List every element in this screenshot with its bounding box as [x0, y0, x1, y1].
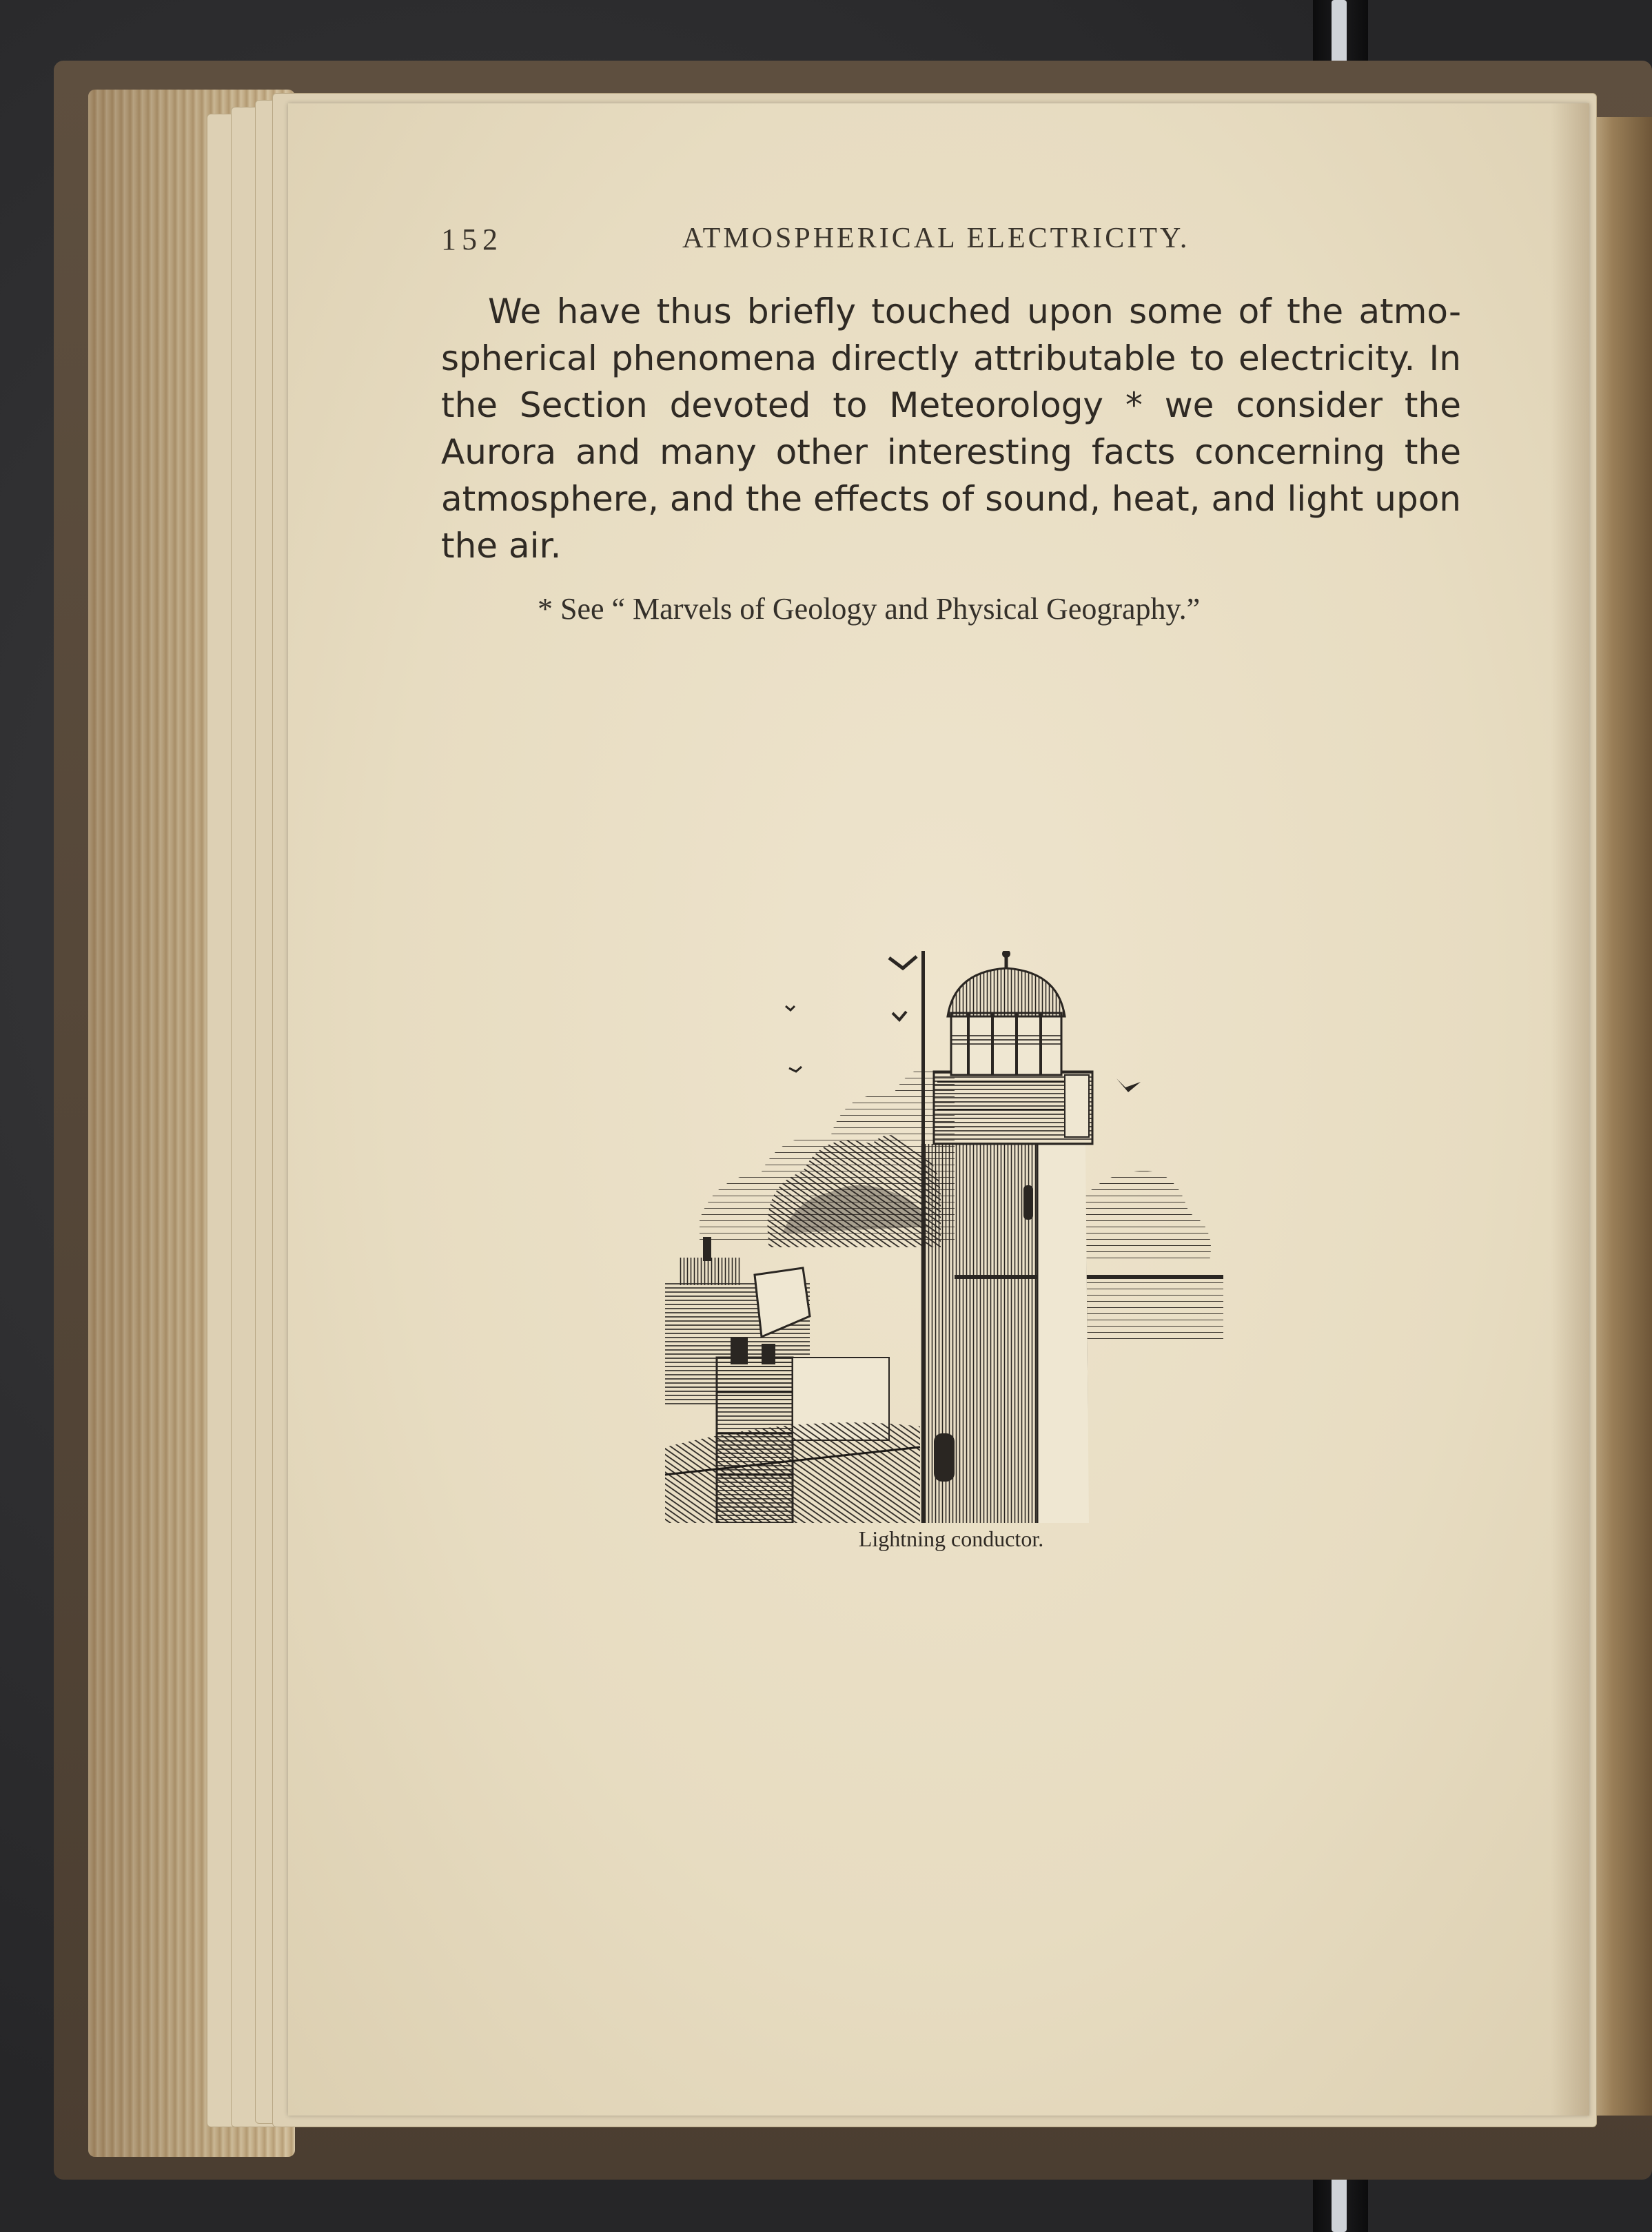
paragraph	[441, 288, 1461, 569]
paragraph-line: the Section devoted to Meteorology * we consider the	[441, 385, 1461, 425]
page-gutter	[1551, 103, 1589, 2116]
page-number: 152	[441, 223, 503, 256]
paragraph-line: the air.	[441, 526, 562, 566]
paragraph-line: atmosphere, and the effects of sound, heat, and light upon	[441, 479, 1461, 519]
figure-caption: Lightning conductor.	[858, 1526, 1044, 1551]
running-head	[441, 222, 1337, 263]
paragraph-line: spherical phenomena directly attributable to electricity. In	[441, 338, 1461, 378]
footnote: * See “ Marvels of Geology and Physical Geography.”	[538, 592, 1201, 626]
lighthouse-engraving-icon	[665, 951, 1223, 1523]
paragraph-line: We have thus briefly touched upon some of the atmo-	[488, 291, 1461, 331]
running-head-title: ATMOSPHERICAL ELECTRICITY.	[682, 223, 1190, 254]
stand-rod-bottom	[1332, 2171, 1347, 2232]
paragraph-line: Aurora and many other interesting facts concerning the	[441, 432, 1461, 472]
